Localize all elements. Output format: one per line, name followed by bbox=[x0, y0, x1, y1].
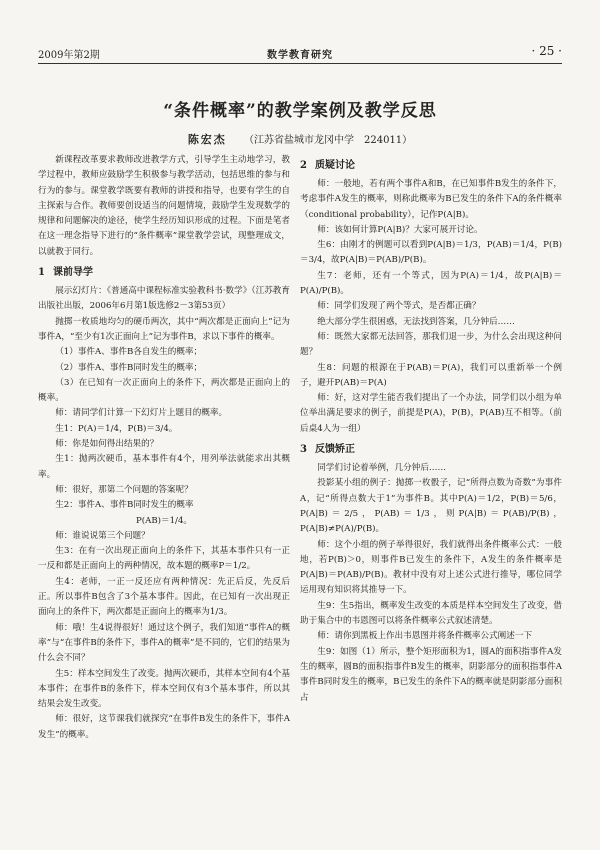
left-column bbox=[38, 153, 290, 743]
section-heading bbox=[300, 442, 562, 458]
paragraph: 新课程改革要求教师改进教学方式，引导学生主动地学习，教学过程中，教师应鼓励学生积极参与教学活动，包括思维的参与和行为的参与。课堂教学既要有教师的讲授和指导，也要有学生的自主探索与合作。教师要创设适当的问题情境，鼓励学生发现数学的规律和问题解决的途径，使学生经历知识形成的过程。下面是笔者在这一理念指导下进行的“条件概率”课堂教学尝试，现整理成文，以就教于同行。 bbox=[38, 155, 290, 257]
paragraph: （2）事件A、事件B同时发生的概率； bbox=[55, 362, 203, 373]
paragraph: 师：很好，这节课我们就探究“在事件B发生的条件下，事件A发生”的概率。 bbox=[38, 714, 290, 740]
issue-label: 2009年第2期 bbox=[38, 50, 100, 61]
paragraph: 投影某小组的例子：抛掷一枚骰子，记“所得点数为奇数”为事件A，记“所得点数大于1”为事件B。其中P(A)＝1/2，P(B)＝5/6，P(A|B)＝2/5，P(AB)＝1/3，则P(A|B)＝P(AB)/P(B)，P(A|B)≠P(A)/P(B)。 bbox=[300, 478, 562, 535]
paragraph: 师：你是如何得出结果的？ bbox=[55, 439, 159, 450]
formula-line: P(AB)＝1/4。 bbox=[135, 515, 193, 526]
paragraph: 绝大部分学生很困惑，无法找到答案，几分钟后…… bbox=[317, 316, 515, 327]
paragraph: 师：谁说说第三个问题？ bbox=[55, 530, 150, 541]
paragraph: 展示幻灯片：《普通高中课程标准实验教科书·数学》（江苏教育出版社出版，2006年6月第1版选修2－3第53页） bbox=[38, 286, 290, 312]
paragraph: 生1：抛两次硬币，基本事件有4个，用列举法就能求出其概率。 bbox=[38, 454, 290, 480]
paragraph: 生6：由刚才的例题可以看到P(A|B)＝1/3，P(AB)＝1/4，P(B)＝3/4，故P(A|B)＝P(AB)/P(B)。 bbox=[300, 240, 562, 266]
paragraph: 生3：在有一次出现正面向上的条件下，其基本事件只有一正一反和都是正面向上的两种情况，故本题的概率P＝1/2。 bbox=[38, 546, 290, 572]
author-line bbox=[0, 131, 600, 147]
paragraph: （3）在已知有一次正面向上的条件下，两次都是正面向上的概率。 bbox=[38, 377, 290, 404]
paragraph: 生2：事件A、事件B同时发生的概率 bbox=[55, 500, 194, 511]
paragraph: 师：很好，那第二个问题的答案呢？ bbox=[55, 484, 193, 495]
paragraph: 生4：老师，一正一反还应有两种情况：先正后反，先反后正。所以事件B包含了3个基本事件。因此，在已知有一次出现正面向上的条件下，两次都是正面向上的概率为1/3。 bbox=[38, 576, 290, 618]
paragraph: 生5：样本空间发生了改变。抛两次硬币，其样本空间有4个基本事件；在事件B的条件下，样本空间仅有3个基本事件，所以其结果会发生改变。 bbox=[38, 668, 290, 710]
author-affiliation: （江苏省盐城市龙冈中学 224011） bbox=[244, 135, 413, 146]
article-title: “条件概率”的教学案例及教学反思 bbox=[163, 101, 437, 121]
paragraph: 师：既然大家都无法回答，那我们退一步，为什么会出现这种问题？ bbox=[300, 331, 562, 358]
journal-name: 数学教育研究 bbox=[267, 50, 333, 61]
paragraph: 生8：问题的根源在于P(AB)＝P(A)，我们可以重新举一个例子，避开P(AB)＝P(A) bbox=[300, 362, 562, 388]
paragraph: 师：好，这对学生能否我们提出了一个办法，同学们以小组为单位举出满足要求的例子，前提是P(A)，P(B)，P(AB)互不相等。（前后桌4人为一组） bbox=[300, 393, 562, 434]
right-column bbox=[300, 153, 562, 706]
header-rule bbox=[38, 63, 562, 64]
section-heading bbox=[38, 265, 290, 281]
section-number: 2 bbox=[300, 160, 307, 171]
paragraph: 师：哦！生4说得很好！通过这个例子，我们知道“事件A的概率”与“在事件B的条件下，事件A的概率”是不同的，它们的结果为什么会不同？ bbox=[38, 622, 290, 664]
paragraph: 师：该如何计算P(A|B)？大家可展开讨论。 bbox=[317, 224, 483, 235]
paragraph: 师：请你到黑板上作出韦恩图并将条件概率公式阐述一下 bbox=[317, 631, 533, 642]
paragraph: 生9：如图（1）所示，整个矩形面积为1，圆A的面积指事件A发生的概率，圆B的面积指事件B发生的概率，阴影部分的面积指事件A事件B同时发生的概率，B已发生的条件下A的概率就是阴影部分面积占 bbox=[300, 646, 562, 703]
paragraph: 抛掷一枚质地均匀的硬币两次，其中“两次都是正面向上”记为事件A，“至少有1次正面向上”记为事件B，求以下事件的概率。 bbox=[38, 316, 290, 342]
section-title: 课前导学 bbox=[52, 267, 93, 279]
paragraph: 生9：生5指出，概率发生改变的本质是样本空间发生了改变，借助于集合中的韦恩图可以将条件概率公式叙述清楚。 bbox=[300, 600, 562, 627]
paragraph: 生7：老师，还有一个等式，因为P(A)＝1/4，故P(A|B)＝P(A)/P(B)。 bbox=[300, 270, 562, 297]
paragraph: 师：一般地，若有两个事件A和B，在已知事件B发生的条件下，考虑事件A发生的概率，则称此概率为B已发生的条件下A的条件概率（conditional probability），记作P(A|B)。 bbox=[300, 179, 562, 220]
author-name: 陈宏杰 bbox=[187, 133, 227, 146]
paragraph: （1）事件A、事件B各自发生的概率； bbox=[55, 347, 203, 358]
paragraph: 师：请同学们计算一下幻灯片上题目的概率。 bbox=[55, 408, 228, 419]
paragraph: 同学们讨论着举例，几分钟后…… bbox=[317, 463, 447, 474]
section-heading bbox=[300, 158, 562, 174]
section-title: 反馈矫正 bbox=[314, 444, 355, 456]
section-number: 3 bbox=[300, 444, 307, 456]
paragraph: 生1：P(A)＝1/4，P(B)＝3/4。 bbox=[55, 423, 178, 434]
page-number: · 25 · bbox=[531, 44, 562, 58]
running-header bbox=[38, 44, 562, 62]
section-title: 质疑讨论 bbox=[314, 160, 355, 171]
paragraph: 师：这个小组的例子举得很好，我们就得出条件概率公式：一般地，若P(B)＞0，则事件B已发生的条件下，A发生的条件概率是P(A|B)＝P(AB)/P(B)。教材中没有对上述公式进行推导，哪位同学运用现有知识将其推导一下。 bbox=[300, 539, 562, 596]
paragraph: 师：同学们发现了两个等式，是否都正确？ bbox=[317, 301, 481, 312]
section-number: 1 bbox=[38, 267, 45, 279]
